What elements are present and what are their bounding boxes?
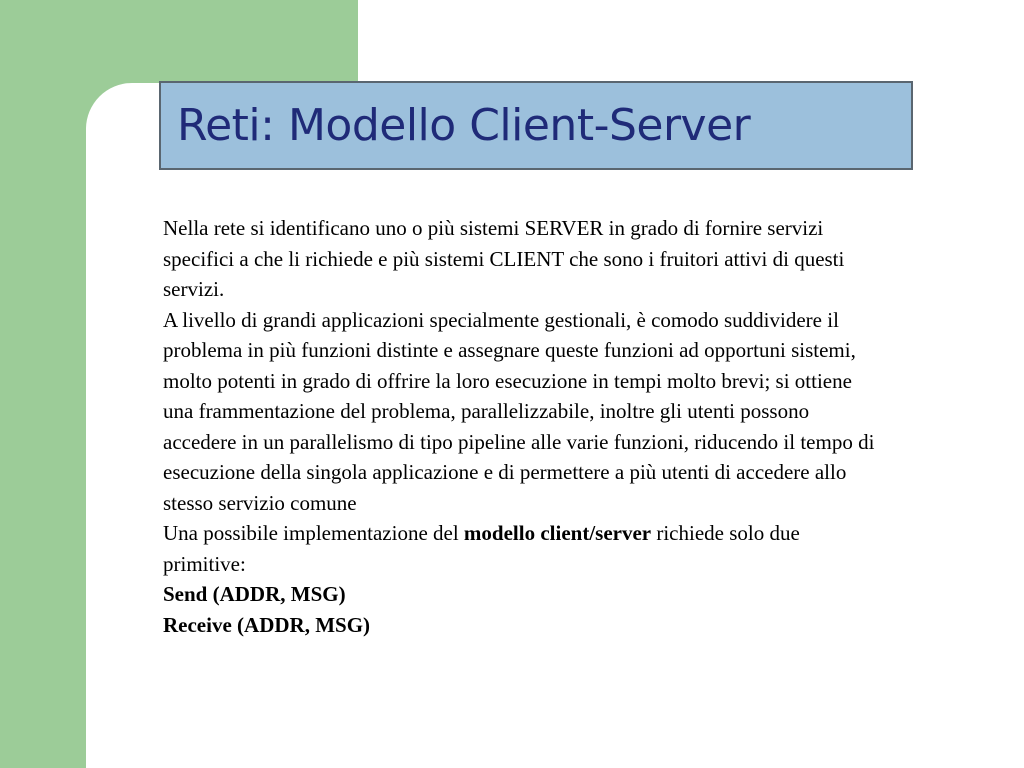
title-box [159, 81, 913, 170]
paragraph-implementation [163, 518, 875, 579]
primitive-receive [163, 610, 875, 641]
paragraph-servers-clients: Nella rete si identificano uno o più sistemi SERVER in grado di fornire servizi specifici a che li richiede e più sistemi CLIENT che sono i fruitori attivi di questi servizi. [163, 216, 845, 301]
primitive-send [163, 579, 875, 610]
primitive-send-label: Send (ADDR, MSG) [163, 582, 346, 606]
primitive-receive-label: Receive (ADDR, MSG) [163, 612, 371, 637]
implementation-text-end: richiede solo due primitive: [163, 521, 800, 576]
slide-title: Reti: Modello Client-Server [177, 100, 751, 151]
slide-body [163, 213, 875, 640]
implementation-text-start: Una possibile implementazione del [163, 521, 464, 545]
implementation-text-bold: modello client/server [463, 521, 652, 545]
paragraph-applications: A livello di grandi applicazioni specialmente gestionali, è comodo suddividere il problema in più funzioni distinte e assegnare queste funzioni ad opportuni sistemi, molto potenti in grado di offrire la loro esecuzione in tempi molto brevi; si ottiene una frammentazione del problema, parallelizzabile, inoltre gli utenti possono accedere in un parallelismo di tipo pipeline alle varie funzioni, riducendo il tempo di esecuzione della singola applicazione e di permettere a più utenti di accedere allo stesso servizio comune [163, 307, 875, 515]
